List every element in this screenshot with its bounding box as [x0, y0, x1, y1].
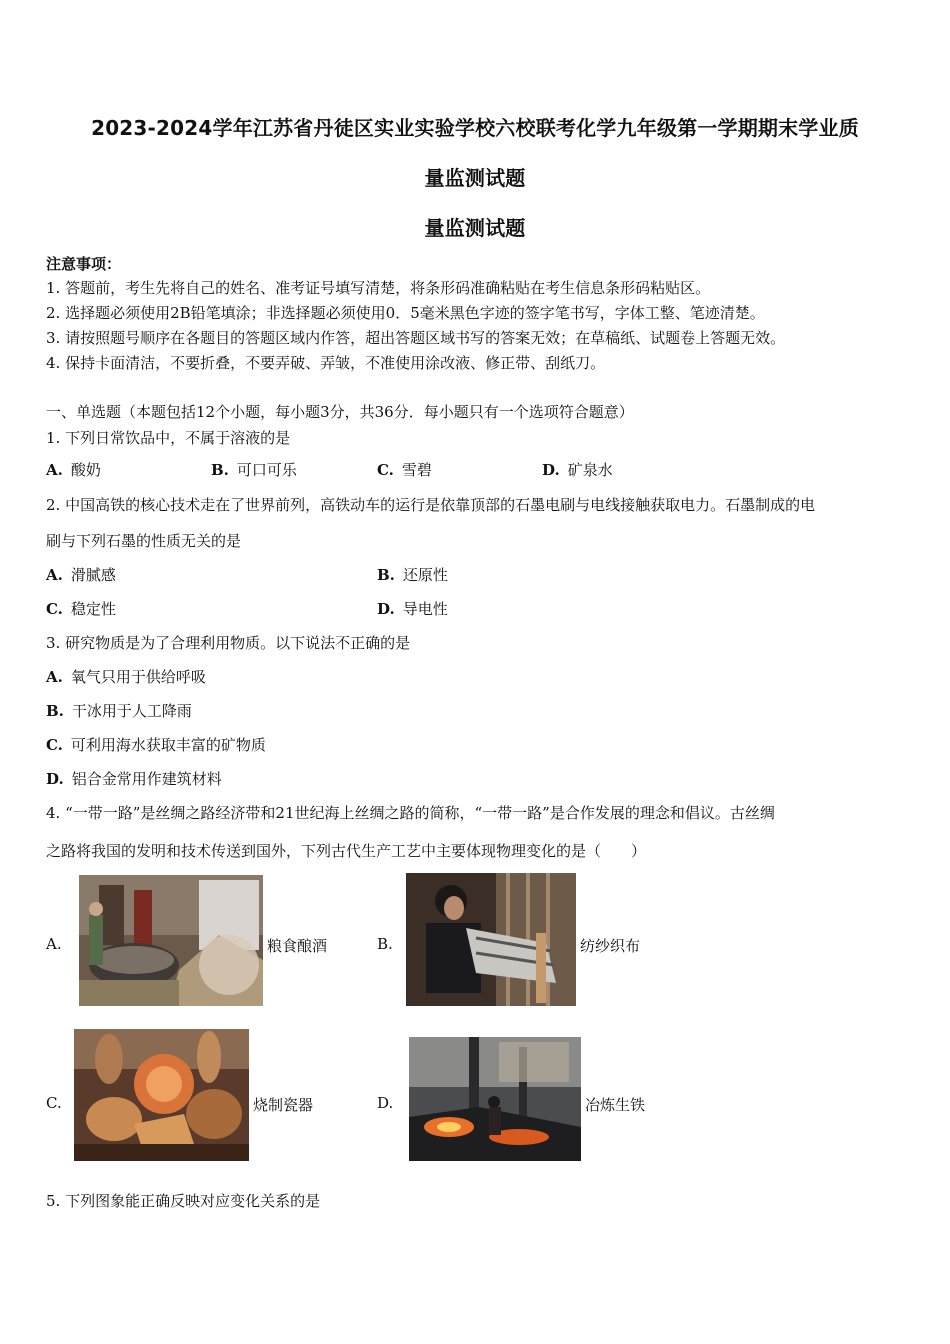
question-3-stem: 3. 研究物质是为了合理利用物质。以下说法不正确的是 — [46, 634, 411, 652]
notice-item-4: 4. 保持卡面清洁，不要折叠，不要弄破、弄皱，不准使用涂改液、修正带、刮纸刀。 — [46, 354, 606, 372]
q2-option-c: C. 稳定性 — [46, 600, 116, 618]
notice-item-2: 2. 选择题必须使用2B铅笔填涂；非选择题必须使用0．5毫米黑色字迹的签字笔书写，字体工整、笔迹清楚。 — [46, 304, 765, 322]
q4-option-a-letter: A. — [46, 935, 62, 953]
brewing-photo — [79, 875, 263, 1006]
q4-option-c-letter: C. — [46, 1094, 62, 1112]
notice-heading: 注意事项： — [46, 255, 122, 273]
exam-title-line2: 量监测试题 — [424, 166, 526, 190]
q1-option-d: D. 矿泉水 — [542, 461, 613, 479]
q4-option-d-letter: D. — [377, 1094, 394, 1112]
question-1-stem: 1. 下列日常饮品中，不属于溶液的是 — [46, 429, 291, 447]
question-4-stem-line1: 4. “一带一路”是丝绸之路经济带和21世纪海上丝绸之路的简称，“一带一路”是合作发展的理念和倡议。古丝绸 — [46, 804, 775, 822]
section-heading: 一、单选题（本题包括12个小题，每小题3分，共36分．每小题只有一个选项符合题意） — [46, 403, 634, 421]
exam-title-line3: 量监测试题 — [424, 216, 526, 240]
q3-option-b: B. 干冰用于人工降雨 — [46, 702, 192, 720]
exam-title-line1: 2023-2024学年江苏省丹徒区实业实验学校六校联考化学九年级第一学期期末学业质 — [91, 116, 859, 140]
q4-option-a-text: 粮食酿酒 — [267, 937, 328, 955]
notice-item-3: 3. 请按照题号顺序在各题目的答题区域内作答，超出答题区域书写的答案无效；在草稿纸、试题卷上答题无效。 — [46, 329, 786, 347]
q4-option-c-text: 烧制瓷器 — [253, 1096, 314, 1114]
q2-option-d: D. 导电性 — [377, 600, 448, 618]
question-5-stem: 5. 下列图象能正确反映对应变化关系的是 — [46, 1192, 321, 1210]
question-2-stem-line1: 2. 中国高铁的核心技术走在了世界前列，高铁动车的运行是依靠顶部的石墨电刷与电线接触获取电力。石墨制成的电 — [46, 496, 816, 514]
q4-option-b-letter: B. — [377, 935, 393, 953]
q3-option-c: C. 可利用海水获取丰富的矿物质 — [46, 736, 266, 754]
q3-option-d: D. 铝合金常用作建筑材料 — [46, 770, 222, 788]
porcelain-photo — [74, 1029, 249, 1161]
q3-option-a: A. 氧气只用于供给呼吸 — [46, 668, 206, 686]
q4-option-d-text: 冶炼生铁 — [585, 1096, 646, 1114]
notice-item-1: 1. 答题前，考生先将自己的姓名、准考证号填写清楚，将条形码准确粘贴在考生信息条形码粘贴区。 — [46, 279, 711, 297]
q2-option-b: B. 还原性 — [377, 566, 448, 584]
question-4-stem-line2: 之路将我国的发明和技术传送到国外，下列古代生产工艺中主要体现物理变化的是（ ） — [46, 842, 647, 860]
q2-option-a: A. 滑腻感 — [46, 566, 116, 584]
question-2-stem-line2: 刷与下列石墨的性质无关的是 — [46, 532, 242, 550]
q4-option-b-text: 纺纱织布 — [580, 937, 641, 955]
q1-option-b: B. 可口可乐 — [211, 461, 297, 479]
q1-option-a: A. 酸奶 — [46, 461, 101, 479]
weaving-photo — [406, 873, 576, 1006]
smelting-photo — [409, 1037, 581, 1161]
q1-option-c: C. 雪碧 — [377, 461, 432, 479]
